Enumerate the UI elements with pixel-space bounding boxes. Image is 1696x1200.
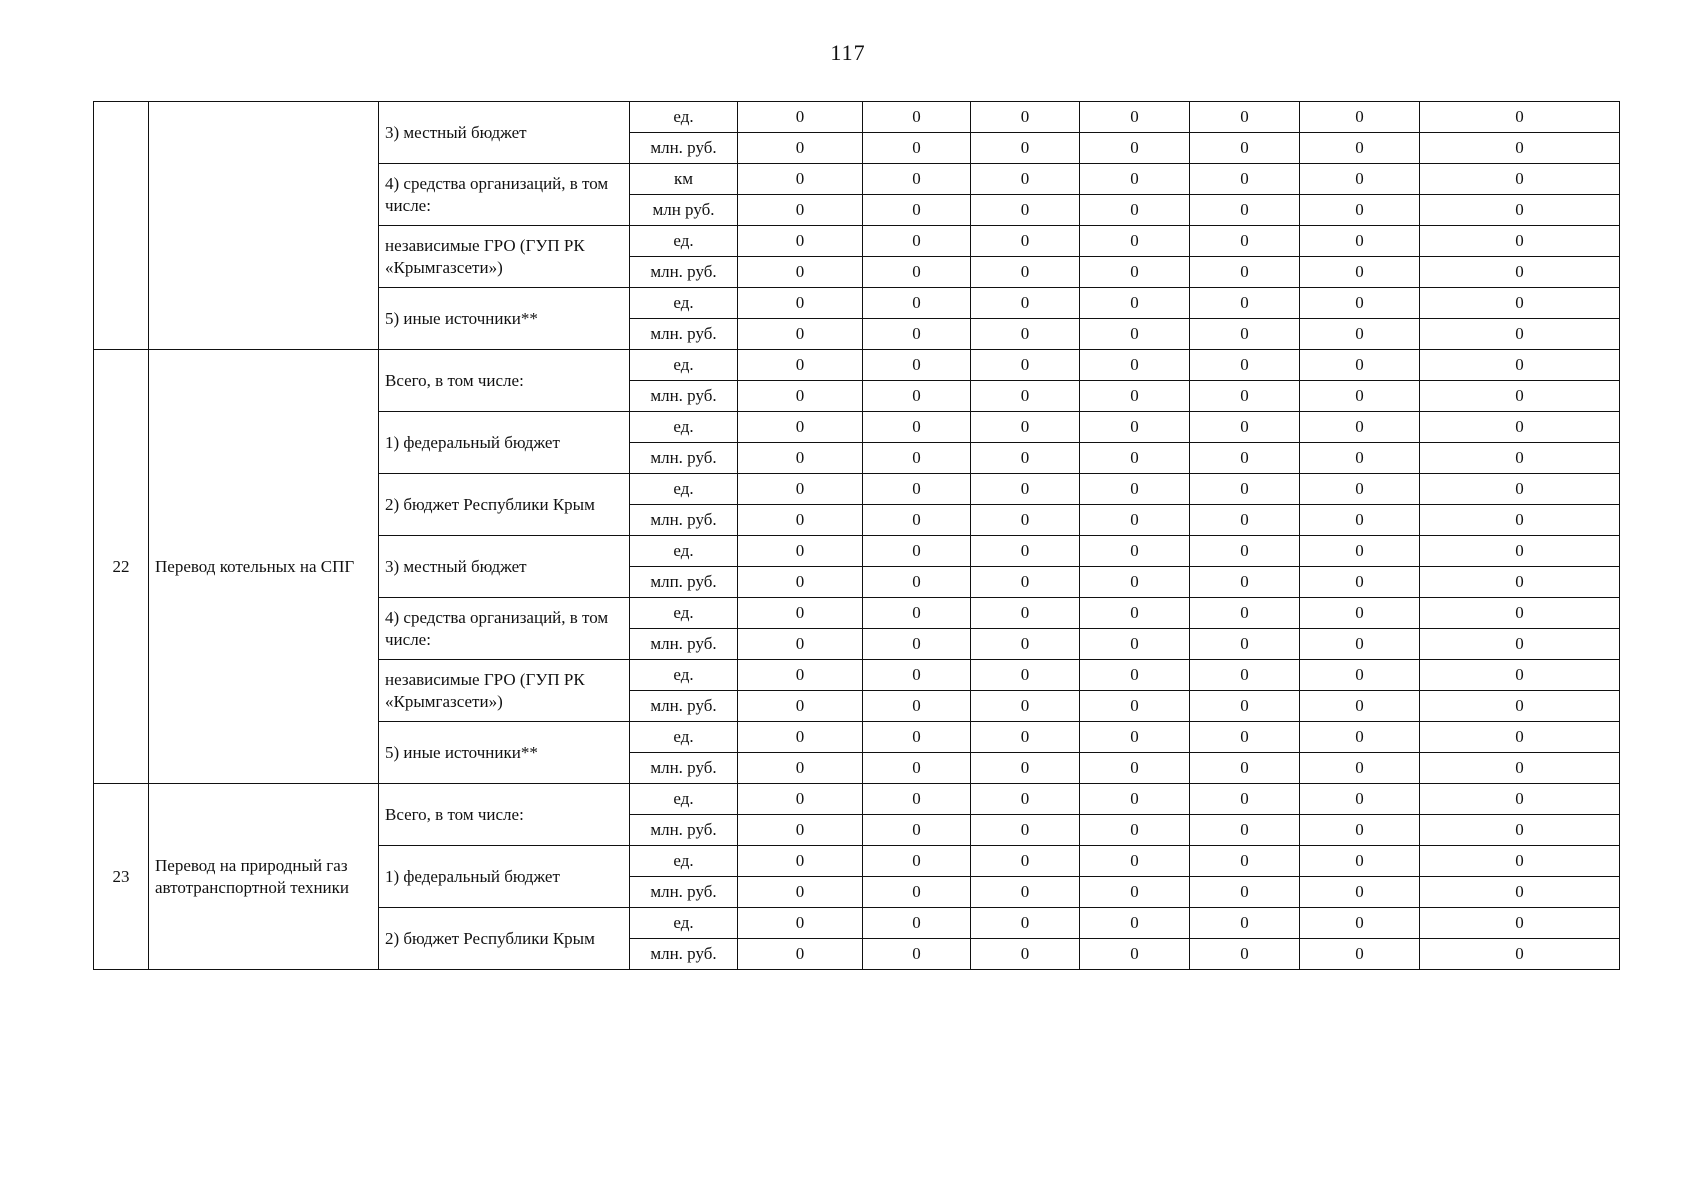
value-cell: 0 [1420,226,1620,257]
value-cell: 0 [738,877,863,908]
value-cell: 0 [1190,815,1300,846]
value-cell: 0 [1300,474,1420,505]
value-cell: 0 [1080,226,1190,257]
value-cell: 0 [1300,412,1420,443]
value-cell: 0 [738,319,863,350]
unit-cell: ед. [630,660,738,691]
unit-cell: млн. руб. [630,133,738,164]
funding-source-cell: Всего, в том числе: [379,784,630,846]
budget-table [93,101,1620,970]
value-cell: 0 [1080,195,1190,226]
value-cell: 0 [1300,815,1420,846]
value-cell: 0 [971,536,1080,567]
value-cell: 0 [863,722,971,753]
value-cell: 0 [1300,784,1420,815]
value-cell: 0 [1420,629,1620,660]
value-cell: 0 [1080,443,1190,474]
value-cell: 0 [863,381,971,412]
value-cell: 0 [1420,195,1620,226]
value-cell: 0 [738,567,863,598]
funding-source-cell: 5) иные источники** [379,722,630,784]
page-number: 117 [830,40,866,65]
value-cell: 0 [1420,443,1620,474]
measure-name-cell: Перевод на природный газ автотранспортной техники [149,784,379,970]
value-cell: 0 [1420,784,1620,815]
value-cell: 0 [971,474,1080,505]
unit-cell: ед. [630,598,738,629]
value-cell: 0 [863,195,971,226]
value-cell: 0 [1420,598,1620,629]
value-cell: 0 [738,102,863,133]
funding-source-cell: Всего, в том числе: [379,350,630,412]
value-cell: 0 [1080,784,1190,815]
value-cell: 0 [1080,536,1190,567]
value-cell: 0 [863,660,971,691]
value-cell: 0 [863,908,971,939]
value-cell: 0 [1300,319,1420,350]
value-cell: 0 [1420,412,1620,443]
value-cell: 0 [1190,660,1300,691]
value-cell: 0 [1300,350,1420,381]
unit-cell: млн. руб. [630,877,738,908]
funding-source-cell: 3) местный бюджет [379,536,630,598]
value-cell: 0 [863,319,971,350]
value-cell: 0 [1300,753,1420,784]
value-cell: 0 [1190,381,1300,412]
value-cell: 0 [1420,753,1620,784]
funding-source-cell: 2) бюджет Республики Крым [379,474,630,536]
value-cell: 0 [863,226,971,257]
value-cell: 0 [1300,164,1420,195]
value-cell: 0 [1080,753,1190,784]
value-cell: 0 [1420,133,1620,164]
value-cell: 0 [1300,133,1420,164]
value-cell: 0 [1300,629,1420,660]
value-cell: 0 [1420,691,1620,722]
funding-source-cell: 1) федеральный бюджет [379,846,630,908]
unit-cell: млн руб. [630,195,738,226]
value-cell: 0 [971,753,1080,784]
value-cell: 0 [863,846,971,877]
value-cell: 0 [1300,102,1420,133]
unit-cell: км [630,164,738,195]
unit-cell: млп. руб. [630,567,738,598]
value-cell: 0 [1420,164,1620,195]
value-cell: 0 [738,660,863,691]
value-cell: 0 [863,815,971,846]
value-cell: 0 [971,288,1080,319]
unit-cell: ед. [630,784,738,815]
value-cell: 0 [738,505,863,536]
value-cell: 0 [863,164,971,195]
value-cell: 0 [1190,536,1300,567]
value-cell: 0 [1300,257,1420,288]
value-cell: 0 [1080,629,1190,660]
funding-source-cell: 4) средства организаций, в том числе: [379,164,630,226]
value-cell: 0 [1080,133,1190,164]
table-row [94,102,1620,133]
value-cell: 0 [1080,908,1190,939]
value-cell: 0 [738,691,863,722]
value-cell: 0 [971,629,1080,660]
value-cell: 0 [1190,133,1300,164]
value-cell: 0 [1190,350,1300,381]
value-cell: 0 [1420,567,1620,598]
value-cell: 0 [1300,691,1420,722]
value-cell: 0 [1420,288,1620,319]
unit-cell: ед. [630,536,738,567]
value-cell: 0 [1420,908,1620,939]
value-cell: 0 [1080,567,1190,598]
value-cell: 0 [1080,474,1190,505]
value-cell: 0 [1300,939,1420,970]
value-cell: 0 [738,288,863,319]
value-cell: 0 [1420,536,1620,567]
value-cell: 0 [1190,412,1300,443]
value-cell: 0 [1080,319,1190,350]
value-cell: 0 [863,102,971,133]
value-cell: 0 [1080,877,1190,908]
value-cell: 0 [1190,784,1300,815]
value-cell: 0 [738,939,863,970]
funding-source-cell: независимые ГРО (ГУП РК «Крымгазсети») [379,660,630,722]
value-cell: 0 [1190,722,1300,753]
value-cell: 0 [738,598,863,629]
value-cell: 0 [1190,226,1300,257]
value-cell: 0 [1300,567,1420,598]
value-cell: 0 [971,691,1080,722]
value-cell: 0 [863,939,971,970]
value-cell: 0 [1420,474,1620,505]
unit-cell: ед. [630,226,738,257]
value-cell: 0 [738,195,863,226]
value-cell: 0 [971,443,1080,474]
value-cell: 0 [1080,598,1190,629]
value-cell: 0 [1190,753,1300,784]
value-cell: 0 [971,722,1080,753]
value-cell: 0 [738,815,863,846]
value-cell: 0 [738,257,863,288]
unit-cell: млн. руб. [630,381,738,412]
value-cell: 0 [1190,629,1300,660]
value-cell: 0 [1190,505,1300,536]
value-cell: 0 [1420,939,1620,970]
value-cell: 0 [1420,846,1620,877]
unit-cell: ед. [630,474,738,505]
value-cell: 0 [971,846,1080,877]
value-cell: 0 [1420,102,1620,133]
unit-cell: млн. руб. [630,691,738,722]
value-cell: 0 [1190,288,1300,319]
value-cell: 0 [1190,691,1300,722]
value-cell: 0 [1080,939,1190,970]
unit-cell: ед. [630,722,738,753]
value-cell: 0 [1080,381,1190,412]
value-cell: 0 [863,257,971,288]
value-cell: 0 [1300,381,1420,412]
value-cell: 0 [1080,412,1190,443]
value-cell: 0 [1080,691,1190,722]
value-cell: 0 [863,288,971,319]
value-cell: 0 [738,226,863,257]
value-cell: 0 [1420,722,1620,753]
value-cell: 0 [738,753,863,784]
unit-cell: млн. руб. [630,815,738,846]
value-cell: 0 [971,133,1080,164]
value-cell: 0 [1300,722,1420,753]
unit-cell: млн. руб. [630,257,738,288]
value-cell: 0 [1300,288,1420,319]
unit-cell: млн. руб. [630,319,738,350]
value-cell: 0 [1420,381,1620,412]
unit-cell: ед. [630,350,738,381]
row-index-cell [94,102,149,350]
value-cell: 0 [1080,102,1190,133]
value-cell: 0 [1300,598,1420,629]
value-cell: 0 [1080,505,1190,536]
value-cell: 0 [1420,350,1620,381]
value-cell: 0 [971,908,1080,939]
value-cell: 0 [971,815,1080,846]
value-cell: 0 [1420,815,1620,846]
value-cell: 0 [1190,598,1300,629]
value-cell: 0 [738,412,863,443]
value-cell: 0 [971,350,1080,381]
value-cell: 0 [971,877,1080,908]
unit-cell: ед. [630,846,738,877]
value-cell: 0 [738,164,863,195]
value-cell: 0 [1190,257,1300,288]
value-cell: 0 [738,908,863,939]
value-cell: 0 [1300,908,1420,939]
value-cell: 0 [738,846,863,877]
value-cell: 0 [1420,660,1620,691]
funding-source-cell: 5) иные источники** [379,288,630,350]
value-cell: 0 [738,536,863,567]
value-cell: 0 [738,133,863,164]
funding-source-cell: независимые ГРО (ГУП РК «Крымгазсети») [379,226,630,288]
table-row [94,350,1620,381]
value-cell: 0 [863,784,971,815]
value-cell: 0 [1300,660,1420,691]
value-cell: 0 [738,722,863,753]
value-cell: 0 [738,474,863,505]
table-body [94,102,1620,970]
value-cell: 0 [738,443,863,474]
unit-cell: ед. [630,908,738,939]
value-cell: 0 [863,629,971,660]
value-cell: 0 [863,753,971,784]
value-cell: 0 [1190,474,1300,505]
value-cell: 0 [1190,443,1300,474]
value-cell: 0 [971,226,1080,257]
value-cell: 0 [1190,102,1300,133]
unit-cell: млн. руб. [630,505,738,536]
value-cell: 0 [971,598,1080,629]
funding-source-cell: 1) федеральный бюджет [379,412,630,474]
value-cell: 0 [863,350,971,381]
value-cell: 0 [1300,195,1420,226]
funding-source-cell: 4) средства организаций, в том числе: [379,598,630,660]
value-cell: 0 [863,567,971,598]
funding-source-cell: 3) местный бюджет [379,102,630,164]
value-cell: 0 [971,319,1080,350]
measure-name-cell: Перевод котельных на СПГ [149,350,379,784]
table-row [94,784,1620,815]
value-cell: 0 [1080,846,1190,877]
value-cell: 0 [1300,846,1420,877]
value-cell: 0 [1080,257,1190,288]
funding-source-cell: 2) бюджет Республики Крым [379,908,630,970]
value-cell: 0 [971,567,1080,598]
value-cell: 0 [1080,660,1190,691]
value-cell: 0 [971,939,1080,970]
value-cell: 0 [863,877,971,908]
value-cell: 0 [863,598,971,629]
value-cell: 0 [1190,908,1300,939]
value-cell: 0 [738,784,863,815]
value-cell: 0 [971,102,1080,133]
unit-cell: млн. руб. [630,753,738,784]
value-cell: 0 [1190,846,1300,877]
value-cell: 0 [971,381,1080,412]
value-cell: 0 [1300,226,1420,257]
unit-cell: ед. [630,102,738,133]
value-cell: 0 [863,474,971,505]
value-cell: 0 [1300,877,1420,908]
unit-cell: млн. руб. [630,629,738,660]
value-cell: 0 [1190,877,1300,908]
unit-cell: ед. [630,412,738,443]
value-cell: 0 [738,350,863,381]
value-cell: 0 [863,691,971,722]
value-cell: 0 [863,505,971,536]
unit-cell: млн. руб. [630,443,738,474]
value-cell: 0 [1190,567,1300,598]
value-cell: 0 [1080,288,1190,319]
value-cell: 0 [1420,319,1620,350]
value-cell: 0 [863,443,971,474]
value-cell: 0 [971,257,1080,288]
value-cell: 0 [1080,815,1190,846]
value-cell: 0 [1080,164,1190,195]
value-cell: 0 [971,412,1080,443]
value-cell: 0 [971,195,1080,226]
value-cell: 0 [1420,877,1620,908]
value-cell: 0 [1190,319,1300,350]
value-cell: 0 [738,381,863,412]
value-cell: 0 [971,505,1080,536]
measure-name-cell [149,102,379,350]
value-cell: 0 [1420,505,1620,536]
value-cell: 0 [1190,164,1300,195]
unit-cell: ед. [630,288,738,319]
value-cell: 0 [971,660,1080,691]
row-index-cell: 23 [94,784,149,970]
value-cell: 0 [863,133,971,164]
value-cell: 0 [738,629,863,660]
value-cell: 0 [1300,505,1420,536]
value-cell: 0 [971,164,1080,195]
row-index-cell: 22 [94,350,149,784]
value-cell: 0 [1420,257,1620,288]
unit-cell: млн. руб. [630,939,738,970]
value-cell: 0 [1300,443,1420,474]
value-cell: 0 [1080,350,1190,381]
value-cell: 0 [863,536,971,567]
value-cell: 0 [1190,195,1300,226]
value-cell: 0 [1300,536,1420,567]
value-cell: 0 [1080,722,1190,753]
value-cell: 0 [971,784,1080,815]
value-cell: 0 [1190,939,1300,970]
value-cell: 0 [863,412,971,443]
